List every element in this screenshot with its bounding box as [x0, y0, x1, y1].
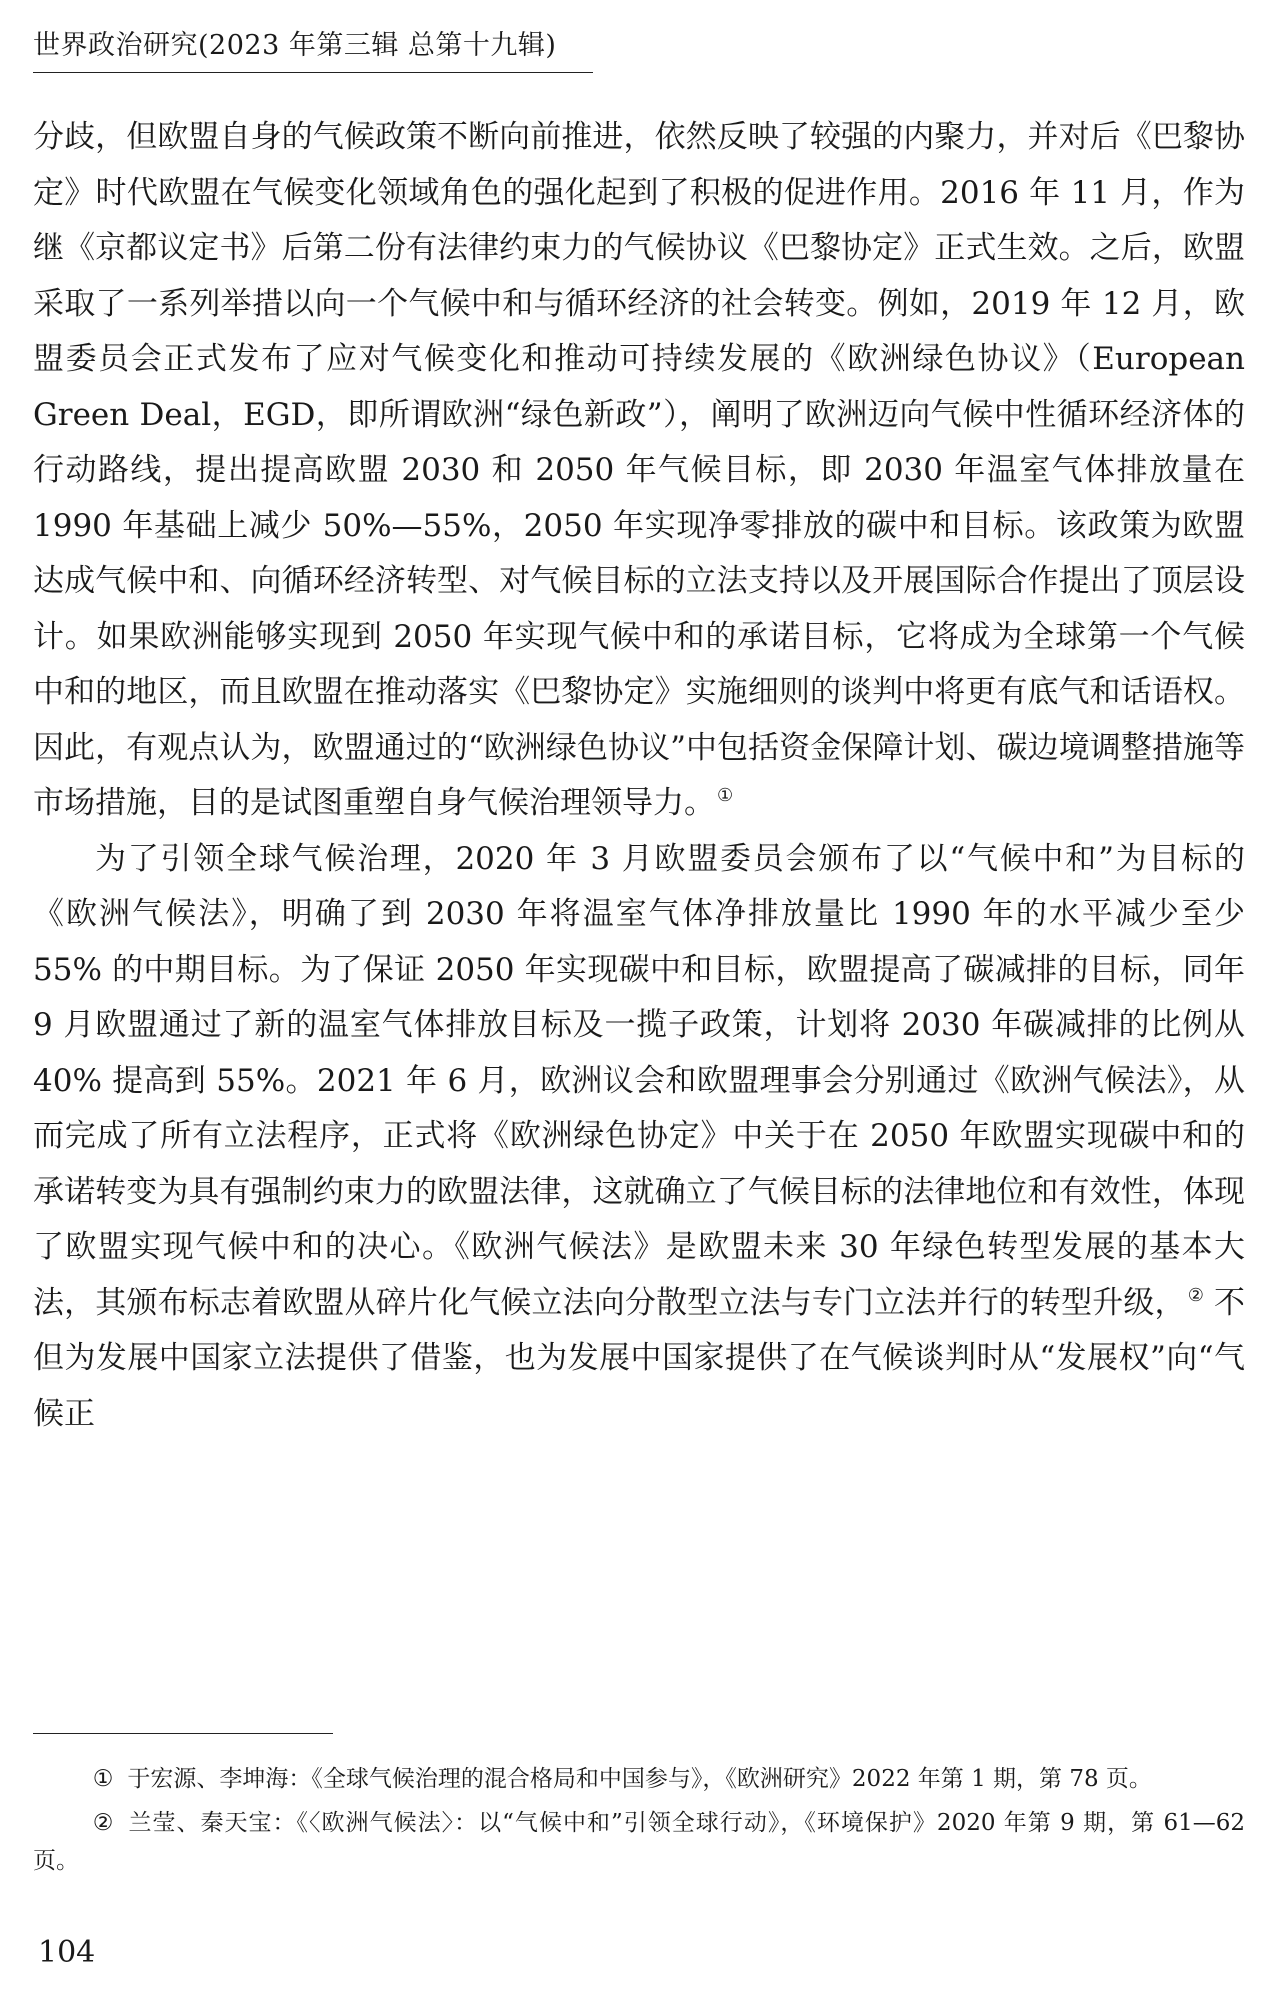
footnote-2	[33, 1804, 1245, 1880]
footnote-rule	[33, 1733, 333, 1734]
footnote-ref-1[interactable]: ①	[717, 785, 734, 806]
page-number: 104	[38, 1935, 96, 1970]
footnotes	[33, 1760, 1245, 1886]
paragraph-1-text: 分歧，但欧盟自身的气候政策不断向前推进，依然反映了较强的内聚力，并对后《巴黎协定》时代欧盟在气候变化领域角色的强化起到了积极的促进作用。2016 年 11 月，作为继《京都议定书》后第二份有法律约束力的气候协议《巴黎协定》正式生效。之后，欧盟采取了一系列举措以向一个气候中和与循环经济的社会转变。例如，2019 年 12 月，欧盟委员会正式发布了应对气候变化和推动可持续发展的《欧洲绿色协议》（European Green Deal，EGD，即所谓欧洲“绿色新政”），阐明了欧洲迈向气候中性循环经济体的行动路线，提出提高欧盟 2030 和 2050 年气候目标，即 2030 年温室气体排放量在 1990 年基础上减少 50%—55%，2050 年实现净零排放的碳中和目标。该政策为欧盟达成气候中和、向循环经济转型、对气候目标的立法支持以及开展国际合作提出了顶层设计。如果欧洲能够实现到 2050 年实现气候中和的承诺目标，它将成为全球第一个气候中和的地区，而且欧盟在推动落实《巴黎协定》实施细则的谈判中将更有底气和话语权。因此，有观点认为，欧盟通过的“欧洲绿色协议”中包括资金保障计划、碳边境调整措施等市场措施，目的是试图重塑自身气候治理领导力。	[33, 119, 1245, 821]
header-rule	[33, 72, 593, 73]
footnote-1-text: 于宏源、李坤海：《全球气候治理的混合格局和中国参与》，《欧洲研究》2022 年第 1 期，第 78 页。	[127, 1766, 1152, 1792]
paragraph-2-text-b: 不但为发展中国家立法提供了借鉴，也为发展中国家提供了在气候谈判时从“发展权”向“气候正	[33, 1284, 1246, 1432]
running-header: 世界政治研究(2023 年第三辑 总第十九辑)	[33, 30, 557, 61]
paragraph-2-text-a: 为了引领全球气候治理，2020 年 3 月欧盟委员会颁布了以“气候中和”为目标的《欧洲气候法》，明确了到 2030 年将温室气体净排放量比 1990 年的水平减少至少 55% 的中期目标。为了保证 2050 年实现碳中和目标，欧盟提高了碳减排的目标，同年 9 月欧盟通过了新的温室气体排放目标及一揽子政策，计划将 2030 年碳减排的比例从 40% 提高到 55%。2021 年 6 月，欧洲议会和欧盟理事会分别通过《欧洲气候法》，从而完成了所有立法程序，正式将《欧洲绿色协定》中关于在 2050 年欧盟实现碳中和的承诺转变为具有强制约束力的欧盟法律，这就确立了气候目标的法律地位和有效性，体现了欧盟实现气候中和的决心。《欧洲气候法》是欧盟未来 30 年绿色转型发展的基本大法，其颁布标志着欧盟从碎片化气候立法向分散型立法与专门立法并行的转型升级，	[33, 840, 1245, 1321]
footnote-2-text: 兰莹、秦天宝：《〈欧洲气候法〉：以“气候中和”引领全球行动》，《环境保护》2020 年第 9 期，第 61—62 页。	[33, 1810, 1245, 1874]
paragraph-1	[33, 110, 1245, 832]
footnote-2-mark: ②	[92, 1810, 115, 1836]
body-text	[33, 110, 1245, 1442]
footnote-1-mark: ①	[92, 1766, 114, 1792]
paragraph-2	[33, 832, 1245, 1443]
footnote-ref-2[interactable]: ②	[1187, 1284, 1204, 1306]
footnote-1	[33, 1760, 1245, 1798]
